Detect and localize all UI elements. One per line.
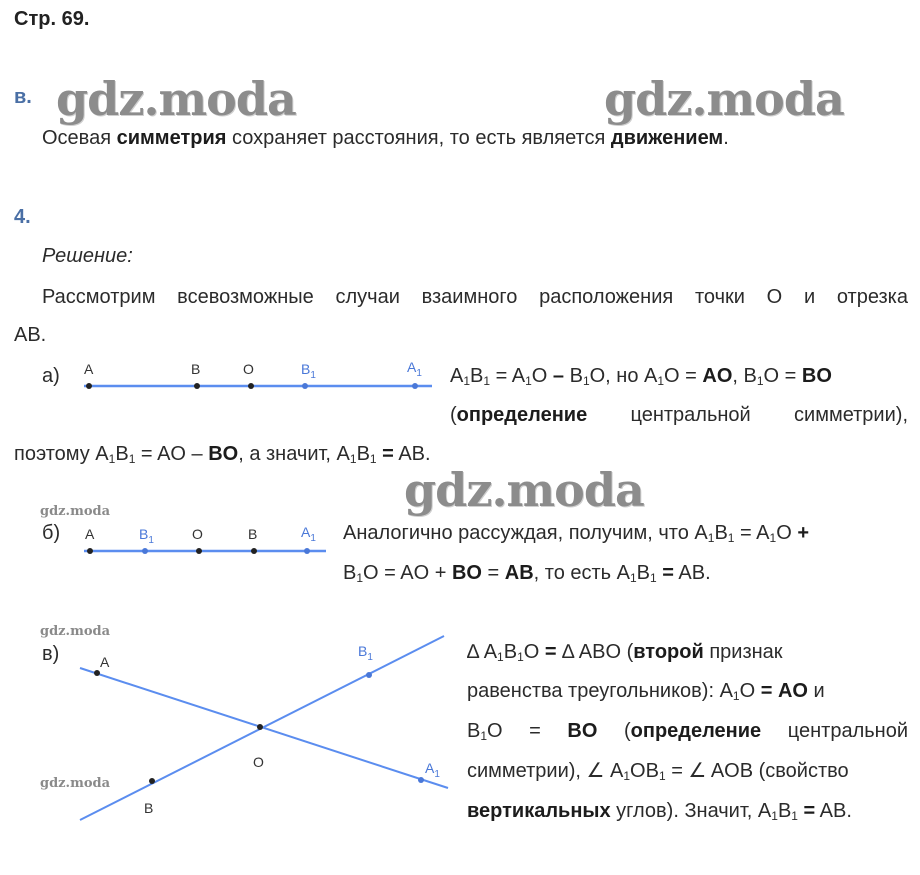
case-a-line3: поэтому $A_1B_1$ = AO – BO, а значит, $A_1B_1$ = AB. [14,443,431,466]
label-a: A [84,361,94,377]
point-a1 [412,383,418,389]
label-a1: $A_1$ [407,359,422,379]
point-a1 [418,777,424,783]
point-o [196,548,202,554]
case-v-label: в) [42,643,60,665]
point-o [248,383,254,389]
label-b: B [144,800,154,816]
solution-label: Решение: [42,245,133,267]
label-b1: $B_1$ [301,361,316,381]
intro-text: Рассмотрим всевозможные случаи взаимного расположения точки О и отрезка [42,286,908,308]
label-a: A [85,526,95,542]
watermark: gdz.moda [604,72,844,126]
case-a-line1: $A_1B_1 = A_1O - B_1O$, но $A_1O$ = AO, $B_1O$ = BO [450,365,832,388]
task-number: 4. [14,206,31,228]
case-a-label: а) [42,365,60,387]
point-a [94,670,100,676]
label-a1: $A_1$ [301,524,316,544]
case-v-line2: равенства треугольников): $A_1O$ = AO и [467,680,825,703]
case-v-line1: ∆ $A_1B_1O$ = ∆ ABO (второй признак [467,641,783,664]
label-o: O [253,754,264,770]
watermark: gdz.moda [40,776,111,791]
intro-text-line2: АВ. [14,324,47,346]
page-header: Стр. 69. [14,8,90,30]
section-v-text: Осевая симметрия сохраняет расстояния, то есть является движением. [42,127,729,149]
watermark: gdz.moda [404,463,644,517]
watermark: gdz.moda [40,624,111,639]
point-b1 [302,383,308,389]
case-a-line2: (определение центральной симметрии), [450,404,908,426]
point-b [149,778,155,784]
point-b [251,548,257,554]
point-o [257,724,263,730]
label-a1: $A_1$ [425,760,440,780]
case-v-line3: $B_1O$ = BO (определение центральной [467,720,908,743]
label-a: A [100,654,110,670]
point-b [194,383,200,389]
case-v-diagram [70,630,450,830]
label-b1: $B_1$ [139,526,154,546]
point-a1 [304,548,310,554]
case-v-line4: симметрии), ∠ $A_1OB_1$ = ∠ AOB (свойство [467,760,849,783]
point-a [87,548,93,554]
label-b1: $B_1$ [358,643,373,663]
case-b-line1: Аналогично рассуждая, получим, что $A_1B_1 = A_1O$ + [343,522,809,545]
label-o: O [243,361,254,377]
case-a-diagram [70,350,440,400]
case-v-line5: вертикальных углов). Значит, $A_1B_1$ = AB. [467,800,852,823]
point-b1 [366,672,372,678]
section-label: в. [14,86,32,108]
case-b-diagram [70,514,340,564]
watermark: gdz.moda [40,504,111,519]
point-b1 [142,548,148,554]
label-b: B [248,526,258,542]
case-b-label: б) [42,522,61,544]
watermark: gdz.moda [56,72,296,126]
label-o: O [192,526,203,542]
case-b-line2: $B_1O$ = AO + BO = AB, то есть $A_1B_1$ = AB. [343,562,711,585]
label-b: B [191,361,201,377]
point-a [86,383,92,389]
